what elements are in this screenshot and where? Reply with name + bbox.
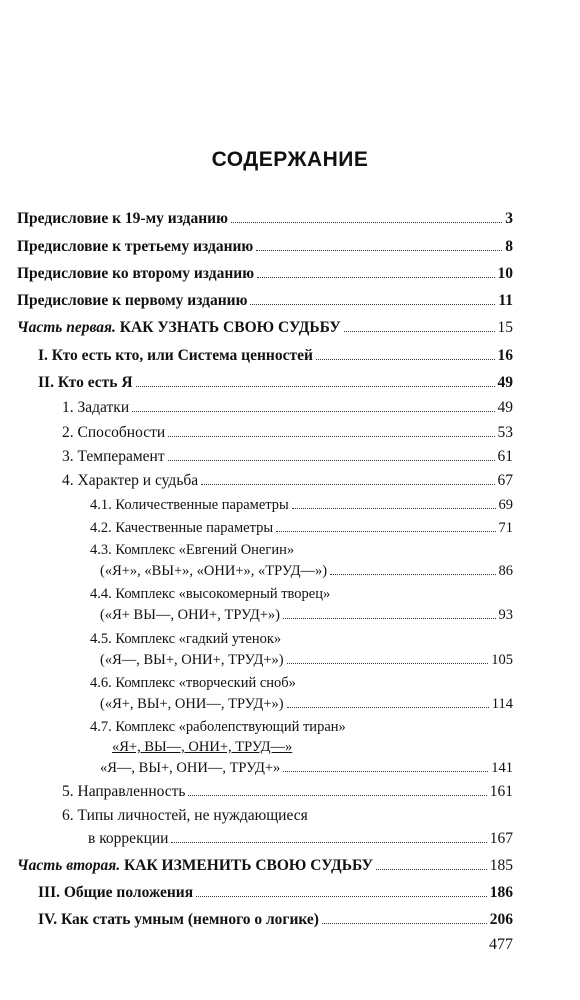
toc-entry-page: 206 bbox=[489, 911, 513, 928]
toc-entry-title: 6. Типы личностей, не нуждающиеся bbox=[62, 807, 308, 824]
toc-entry[interactable] bbox=[100, 649, 513, 670]
toc-entry[interactable] bbox=[62, 470, 513, 491]
toc-part-label: Часть первая. bbox=[17, 319, 116, 336]
toc-leader-dots bbox=[330, 560, 495, 575]
toc-entry-title: IV. Как стать умным (немного о логике) bbox=[38, 911, 319, 928]
toc-entry[interactable] bbox=[62, 446, 513, 467]
toc-entry-subtitle: («Я—, ВЫ+, ОНИ+, ТРУД+») bbox=[100, 652, 284, 668]
toc-entry[interactable] bbox=[90, 494, 513, 515]
toc-leader-dots bbox=[136, 372, 495, 387]
toc-entry-title: Предисловие ко второму изданию bbox=[17, 265, 255, 282]
toc-entry[interactable] bbox=[100, 693, 513, 714]
toc-entry-subtitle: в коррекции bbox=[88, 830, 169, 847]
toc-entry[interactable] bbox=[100, 757, 513, 778]
toc-leader-dots bbox=[287, 649, 489, 664]
toc-entry[interactable] bbox=[100, 604, 513, 625]
toc-leader-dots bbox=[322, 909, 487, 924]
toc-entry[interactable] bbox=[62, 781, 513, 802]
toc-entry-page: 49 bbox=[497, 374, 513, 391]
toc-entry[interactable] bbox=[62, 422, 513, 443]
toc-entry[interactable] bbox=[38, 372, 513, 393]
toc-entry-page: 141 bbox=[491, 760, 513, 776]
toc-entry-title: 4.1. Количественные параметры bbox=[90, 497, 289, 513]
toc-entry[interactable] bbox=[38, 345, 513, 366]
toc-entry-title: 2. Способности bbox=[62, 424, 166, 441]
toc-entry[interactable] bbox=[100, 560, 513, 581]
toc-entry-title: КАК ИЗМЕНИТЬ СВОЮ СУДЬБУ bbox=[124, 857, 374, 874]
toc-entry-title: Предисловие к третьему изданию bbox=[17, 238, 254, 255]
toc-entry[interactable] bbox=[17, 208, 513, 229]
toc-entry-page: 3 bbox=[505, 210, 513, 227]
toc-entry-title: Предисловие к 19-му изданию bbox=[17, 210, 228, 227]
toc-entry-page: 71 bbox=[498, 520, 513, 536]
toc-entry-subtitle: («Я+, ВЫ+, ОНИ—, ТРУД+») bbox=[100, 696, 284, 712]
toc-entry[interactable] bbox=[38, 882, 513, 903]
toc-leader-dots bbox=[188, 781, 486, 796]
toc-entry-page: 15 bbox=[497, 319, 513, 336]
toc-entry-page: 86 bbox=[498, 563, 513, 579]
toc-leader-dots bbox=[250, 290, 495, 305]
toc-entry-title: 4.5. Комплекс «гадкий утенок» bbox=[90, 631, 282, 647]
toc-entry[interactable] bbox=[17, 263, 513, 284]
toc-entry-title: 4.6. Комплекс «творческий сноб» bbox=[90, 675, 296, 691]
toc-leader-dots bbox=[287, 693, 489, 708]
toc-leader-dots bbox=[283, 757, 488, 772]
toc-entry-subtitle: «Я—, ВЫ+, ОНИ—, ТРУД+» bbox=[100, 760, 281, 776]
toc-entry-page: 49 bbox=[497, 399, 513, 416]
toc-leader-dots bbox=[283, 604, 496, 619]
toc-entry-subtitle: «Я+, ВЫ—, ОНИ+, ТРУД—» bbox=[112, 739, 293, 755]
toc-entry-page: 161 bbox=[489, 783, 513, 800]
toc-entry-title: III. Общие положения bbox=[38, 884, 194, 901]
toc-entry-title: 4.2. Качественные параметры bbox=[90, 520, 274, 536]
toc-entry-page: 11 bbox=[498, 292, 513, 309]
toc-entry-page: 8 bbox=[505, 238, 513, 255]
toc-leader-dots bbox=[168, 422, 494, 437]
toc-leader-dots bbox=[344, 317, 495, 332]
toc-entry-page: 105 bbox=[491, 652, 513, 668]
toc-entry-title: I. Кто есть кто, или Система ценностей bbox=[38, 347, 313, 364]
page-number: 477 bbox=[489, 936, 513, 953]
toc-entry-page: 67 bbox=[497, 472, 513, 489]
toc-entry-subtitle: («Я+ ВЫ—, ОНИ+, ТРУД+») bbox=[100, 607, 280, 623]
toc-leader-dots bbox=[171, 828, 486, 843]
toc-leader-dots bbox=[376, 855, 487, 870]
toc-leader-dots bbox=[257, 263, 494, 278]
toc-entry-subtitle: («Я+», «ВЫ+», «ОНИ+», «ТРУД—») bbox=[100, 563, 328, 579]
toc-entry-title: II. Кто есть Я bbox=[38, 374, 133, 391]
toc-entry-page: 61 bbox=[497, 448, 513, 465]
toc-entry[interactable] bbox=[17, 290, 513, 311]
toc-entry[interactable] bbox=[90, 517, 513, 538]
toc-leader-dots bbox=[256, 236, 502, 251]
toc-entry-page: 69 bbox=[498, 497, 513, 513]
toc-entry-page: 167 bbox=[489, 830, 513, 847]
toc-entry-title: 4.7. Комплекс «раболепствующий тиран» bbox=[90, 719, 346, 735]
toc-entry-page: 93 bbox=[498, 607, 513, 623]
toc-entry-title: 4. Характер и судьба bbox=[62, 472, 199, 489]
toc-entry-title: 1. Задатки bbox=[62, 399, 130, 416]
toc-entry[interactable] bbox=[88, 828, 513, 849]
toc-entry-title: 5. Направленность bbox=[62, 783, 186, 800]
toc-entry-title: 4.4. Комплекс «высокомерный творец» bbox=[90, 586, 331, 602]
toc-entry-page: 186 bbox=[489, 884, 513, 901]
toc-entry[interactable] bbox=[38, 909, 513, 930]
page-title: СОДЕРЖАНИЕ bbox=[211, 148, 369, 171]
toc-entry-title: 4.3. Комплекс «Евгений Онегин» bbox=[90, 542, 295, 558]
toc-entry-page: 185 bbox=[489, 857, 513, 874]
toc-entry-page: 10 bbox=[497, 265, 513, 282]
toc-leader-dots bbox=[132, 397, 494, 412]
toc-leader-dots bbox=[231, 208, 502, 223]
toc-leader-dots bbox=[201, 470, 494, 485]
toc-leader-dots bbox=[276, 517, 495, 532]
toc-leader-dots bbox=[316, 345, 495, 360]
toc-entry-title: Предисловие к первому изданию bbox=[17, 292, 248, 309]
toc-entry[interactable] bbox=[62, 397, 513, 418]
toc-entry-page: 114 bbox=[491, 696, 513, 712]
toc-entry-page: 53 bbox=[497, 424, 513, 441]
toc-leader-dots bbox=[168, 446, 495, 461]
toc-leader-dots bbox=[292, 494, 496, 509]
toc-entry-page: 16 bbox=[497, 347, 513, 364]
toc-part-entry[interactable] bbox=[17, 317, 513, 338]
toc-entry-title: 3. Темперамент bbox=[62, 448, 165, 465]
toc-part-entry[interactable] bbox=[17, 855, 513, 876]
toc-entry[interactable] bbox=[17, 236, 513, 257]
toc-part-label: Часть вторая. bbox=[17, 857, 121, 874]
toc-entry-title: КАК УЗНАТЬ СВОЮ СУДЬБУ bbox=[119, 319, 341, 336]
toc-leader-dots bbox=[196, 882, 487, 897]
